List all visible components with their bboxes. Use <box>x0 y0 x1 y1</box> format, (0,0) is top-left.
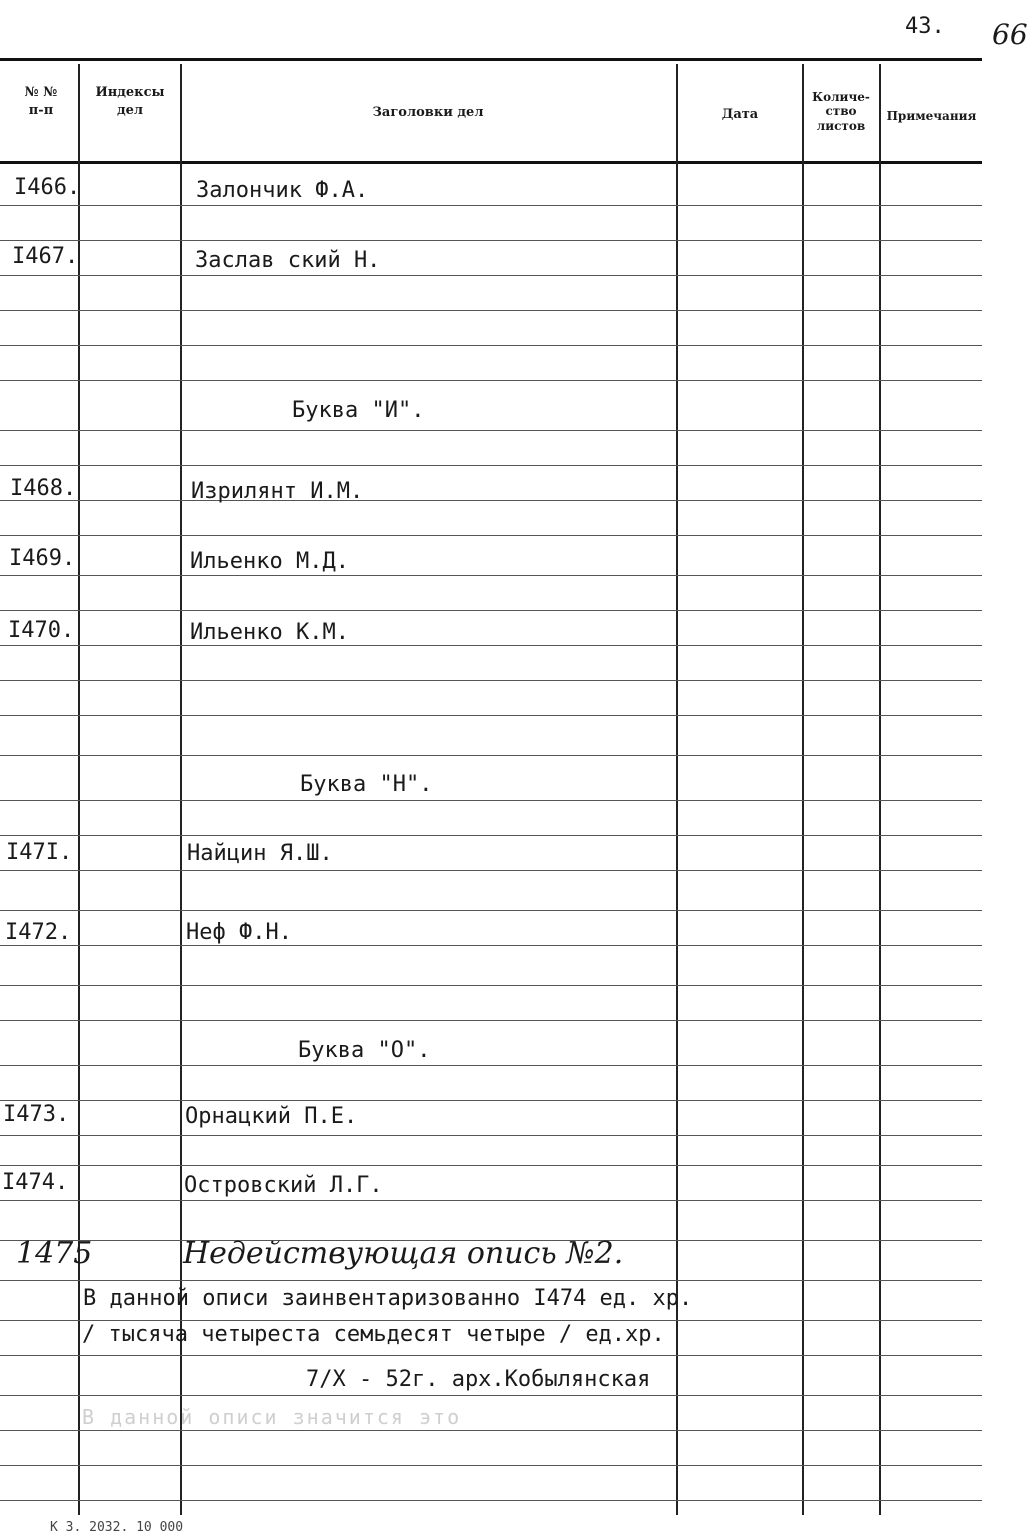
ruled-line <box>0 1395 982 1396</box>
letter-heading: Буква "О". <box>298 1038 431 1063</box>
column-divider <box>879 64 881 1515</box>
case-title: Ильенко К.М. <box>190 620 349 645</box>
ruled-line <box>0 800 982 801</box>
summary-line-2: / тысяча четыреста семьдесят четыре / ед.хр. <box>82 1322 665 1347</box>
ruled-line <box>0 835 982 836</box>
ruled-line <box>0 345 982 346</box>
ruled-line <box>0 715 982 716</box>
ruled-line <box>0 1165 982 1166</box>
column-divider <box>78 64 80 1515</box>
letter-heading: Буква "Н". <box>300 772 433 797</box>
ruled-line <box>0 500 982 501</box>
page-number: 43. <box>905 14 945 39</box>
handwritten-row-number: 1475 <box>16 1236 93 1271</box>
ruled-line <box>0 1100 982 1101</box>
ruled-line <box>0 610 982 611</box>
ruled-line <box>0 1020 982 1021</box>
letter-heading: Буква "И". <box>292 398 425 423</box>
handwritten-entry: Недействующая опись №2. <box>183 1236 624 1271</box>
ruled-line <box>0 870 982 871</box>
ruled-line <box>0 755 982 756</box>
faint-stamp-text: В данной описи значится это <box>82 1405 462 1429</box>
header-notes: Примечания <box>886 109 977 123</box>
ruled-line <box>0 1500 982 1501</box>
case-title: Ильенко М.Д. <box>190 549 349 574</box>
ruled-line <box>0 380 982 381</box>
ruled-line <box>0 1200 982 1201</box>
row-number: I474. <box>2 1170 69 1195</box>
ruled-line <box>0 945 982 946</box>
row-number: I472. <box>5 920 72 945</box>
column-divider <box>802 64 804 1515</box>
header-number: № № п-п <box>24 85 58 118</box>
summary-line-1: В данной описи заинвентаризованно I474 ед. хр. <box>83 1286 693 1311</box>
header-bottom-border <box>0 161 982 164</box>
case-title: Найцин Я.Ш. <box>187 841 333 866</box>
ruled-line <box>0 1135 982 1136</box>
print-footer: К З. 2032. 10 000 <box>50 1520 184 1535</box>
case-title: Островский Л.Г. <box>184 1173 383 1198</box>
ruled-line <box>0 1280 982 1281</box>
ruled-line <box>0 465 982 466</box>
ruled-line <box>0 430 982 431</box>
header-title: Заголовки дел <box>372 105 484 120</box>
case-title: Изрилянт И.М. <box>191 479 364 504</box>
ruled-line <box>0 680 982 681</box>
ruled-line <box>0 910 982 911</box>
ruled-line <box>0 1465 982 1466</box>
case-title: Заслав ский Н. <box>195 248 381 273</box>
ruled-line <box>0 310 982 311</box>
row-number: I466. <box>14 175 81 200</box>
ruled-line <box>0 535 982 536</box>
case-title: Залончик Ф.А. <box>196 178 369 203</box>
header-sheets: Количе- ство листов <box>812 90 870 133</box>
ruled-line <box>0 645 982 646</box>
row-number: I469. <box>9 546 76 571</box>
ruled-line <box>0 1065 982 1066</box>
summary-signature: 7/X - 52г. арх.Кобылянская <box>306 1367 651 1392</box>
header-index: Индексы дел <box>95 85 165 118</box>
ruled-line <box>0 205 982 206</box>
ruled-line <box>0 575 982 576</box>
row-number: I47I. <box>6 840 73 865</box>
row-number: I470. <box>8 618 75 643</box>
ruled-line <box>0 1355 982 1356</box>
ruled-line <box>0 985 982 986</box>
ruled-line <box>0 275 982 276</box>
case-title: Орнацкий П.Е. <box>185 1104 358 1129</box>
row-number: I473. <box>3 1102 70 1127</box>
header-top-border <box>0 58 982 61</box>
ruled-line <box>0 240 982 241</box>
header-date: Дата <box>721 107 759 122</box>
row-number: I468. <box>10 476 77 501</box>
handwritten-page-number: 66 <box>992 18 1028 51</box>
row-number: I467. <box>12 244 79 269</box>
ruled-line <box>0 1320 982 1321</box>
case-title: Неф Ф.Н. <box>186 920 292 945</box>
ruled-line <box>0 1430 982 1431</box>
